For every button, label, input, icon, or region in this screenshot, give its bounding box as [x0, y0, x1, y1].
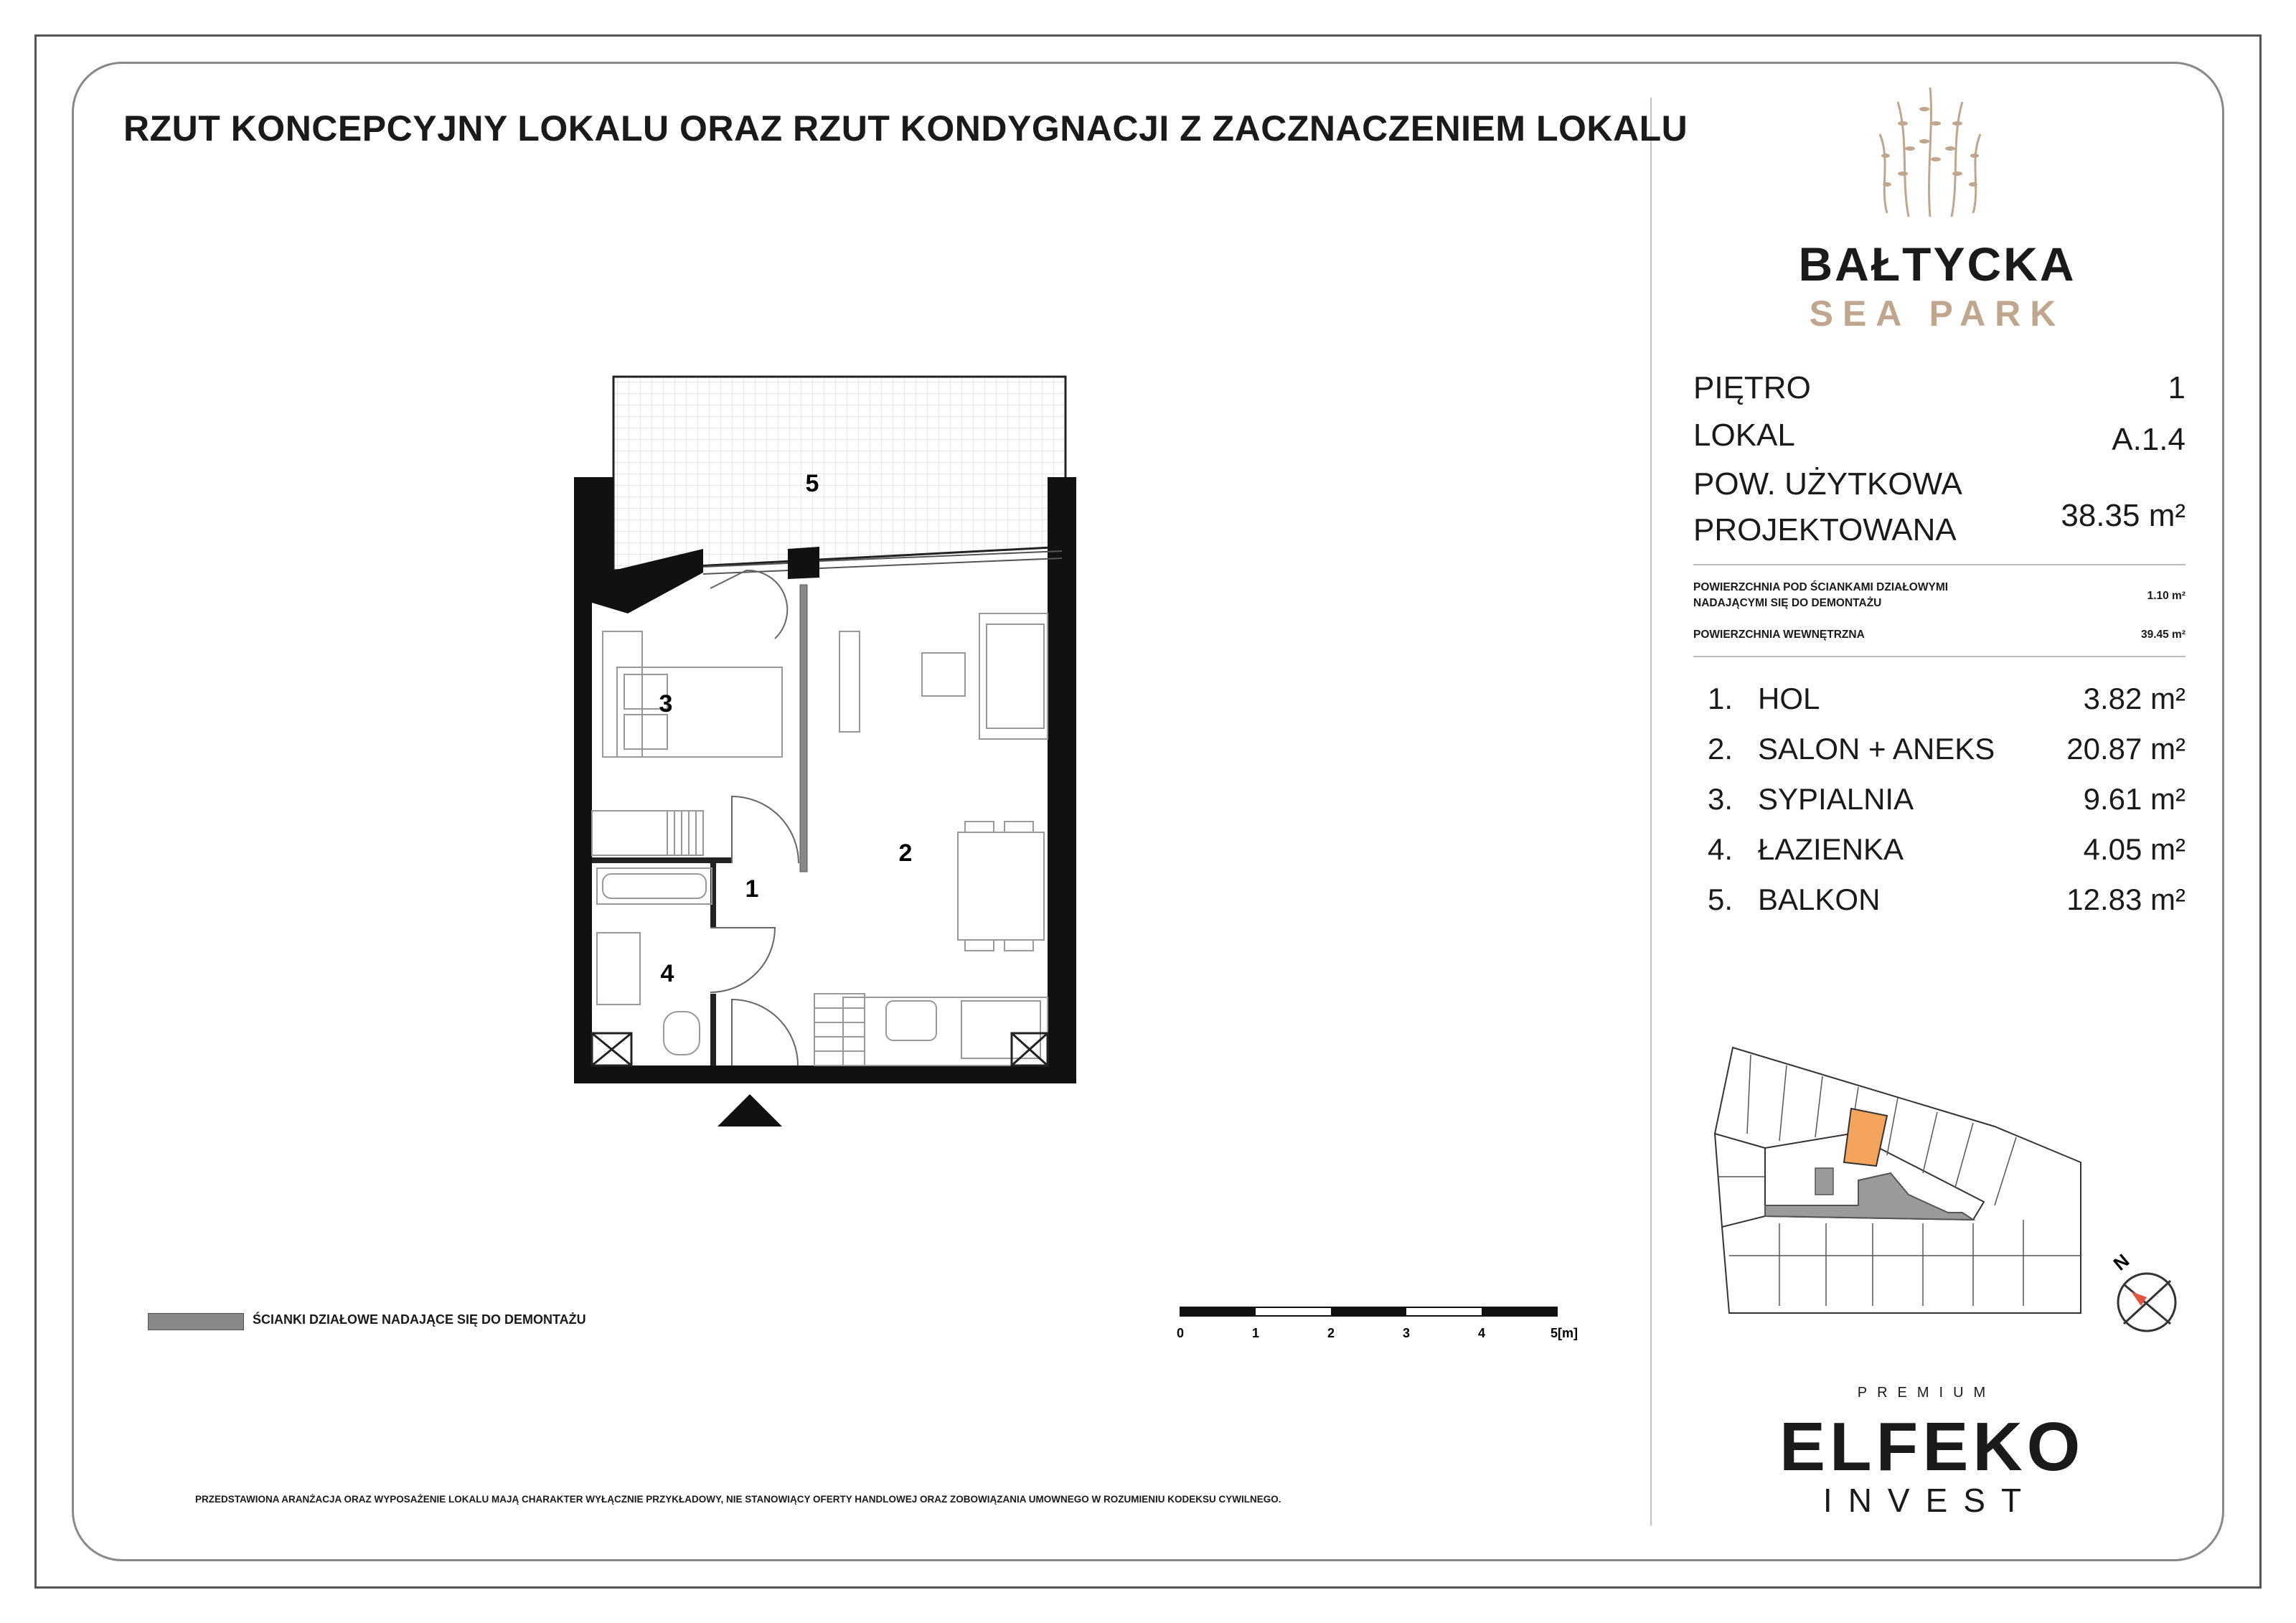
- page-title: RZUT KONCEPCYJNY LOKALU ORAZ RZUT KONDYGNACJI Z ZACZNACZENIEM LOKALU: [123, 108, 1688, 149]
- floor-label: PIĘTRO: [1693, 370, 1811, 405]
- brand-subtitle: SEA PARK: [1809, 293, 2066, 334]
- unit-label: LOKAL: [1693, 418, 1795, 453]
- seagrass-logo-icon: [1858, 80, 2002, 224]
- highlighted-unit: [1844, 1109, 1887, 1166]
- room-number: 1.: [1708, 682, 1733, 715]
- scale-tick: 1: [1251, 1326, 1260, 1340]
- vent-shafts: [592, 1033, 1048, 1065]
- area-value: 38.35 m²: [2061, 498, 2186, 533]
- legend-swatch: [148, 1313, 244, 1330]
- room-area: 20.87 m²: [2066, 732, 2186, 766]
- room-name: BALKON: [1758, 883, 1881, 916]
- separator: [1693, 656, 2186, 657]
- developer-subtitle: INVEST: [1822, 1482, 2038, 1519]
- compass-icon: [2109, 1250, 2175, 1331]
- partition-area-label: POWIERZCHNIA POD ŚCIANKAMI DZIAŁOWYMI NADAJĄCYMI SIĘ DO DEMONTAŻU: [1693, 581, 1949, 609]
- removable-wall: [800, 585, 807, 872]
- room-area: 9.61 m²: [2083, 782, 2186, 816]
- scale-bar: [1177, 1304, 1578, 1347]
- separator: [1693, 564, 2186, 565]
- balcony: [613, 377, 1065, 570]
- brand-name: BAŁTYCKA: [1798, 237, 2076, 291]
- interior-area-label: POWIERZCHNIA WEWNĘTRZNA: [1693, 629, 1865, 641]
- room-name: SALON + ANEKS: [1758, 732, 1995, 766]
- doors: [710, 570, 799, 1065]
- room-number: 5.: [1708, 883, 1733, 916]
- interior-area-value: 39.45 m²: [2140, 629, 2186, 641]
- room-label-5: 5: [805, 470, 819, 497]
- room-name: SYPIALNIA: [1758, 782, 1914, 816]
- disclaimer: PRZEDSTAWIONA ARANŻACJA ORAZ WYPOSAŻENIE LOKALU MAJĄ CHARAKTER WYŁĄCZNIE PRZYKŁADOWY, NIE STANOWIĄCY OFERTY HANDLOWEJ ORAZ ZOBOWIĄZANIA UMOWNEGO W ROZUMIENIU KODEKSU CYWILNEGO.: [195, 1494, 1281, 1505]
- room-name: HOL: [1758, 682, 1820, 715]
- room-label-3: 3: [659, 690, 673, 718]
- bathroom-fixtures: [597, 868, 712, 1055]
- room-label-2: 2: [898, 839, 913, 867]
- room-item: [1708, 883, 2186, 923]
- bedroom-furniture: [592, 631, 782, 855]
- room-number: 2.: [1708, 732, 1733, 766]
- unit-value: A.1.4: [2112, 422, 2186, 457]
- developer-logo: ELFEKO: [1779, 1408, 2085, 1485]
- developer-premium: PREMIUM: [1857, 1385, 1996, 1401]
- scale-tick: 4: [1477, 1326, 1486, 1340]
- partition-area-value: 1.10 m²: [2147, 590, 2186, 602]
- floor-value: 1: [2168, 370, 2186, 405]
- legend-text: ŚCIANKI DZIAŁOWE NADAJĄCE SIĘ DO DEMONTAŻU: [253, 1312, 586, 1327]
- scale-tick: 3: [1402, 1326, 1411, 1340]
- area-label-line2: PROJEKTOWANA: [1693, 512, 1957, 547]
- room-label-1: 1: [745, 875, 759, 903]
- room-number: 4.: [1708, 832, 1733, 866]
- scale-tick: 0: [1177, 1326, 1185, 1340]
- area-label-line1: POW. UŻYTKOWA: [1693, 466, 1962, 502]
- entrance-arrow-icon: [718, 1094, 782, 1126]
- room-area: 3.82 m²: [2083, 682, 2186, 715]
- room-area: 4.05 m²: [2083, 832, 2186, 866]
- floor-plan: [560, 359, 1105, 1148]
- scale-tick: 2: [1327, 1326, 1335, 1340]
- room-label-4: 4: [660, 960, 674, 987]
- scale-tick: 5[m]: [1550, 1326, 1578, 1340]
- vertical-divider: [1650, 98, 1652, 1525]
- room-item: [1708, 732, 2186, 772]
- room-name: ŁAZIENKA: [1758, 832, 1904, 866]
- room-item: [1708, 832, 2186, 872]
- compass-north-label: N: [2109, 1249, 2134, 1275]
- room-item: [1708, 782, 2186, 822]
- building-key-plan: [1708, 1040, 2196, 1349]
- living-furniture: [839, 613, 1048, 951]
- room-item: [1708, 682, 2186, 722]
- room-area: 12.83 m²: [2066, 883, 2186, 916]
- room-number: 3.: [1708, 782, 1733, 816]
